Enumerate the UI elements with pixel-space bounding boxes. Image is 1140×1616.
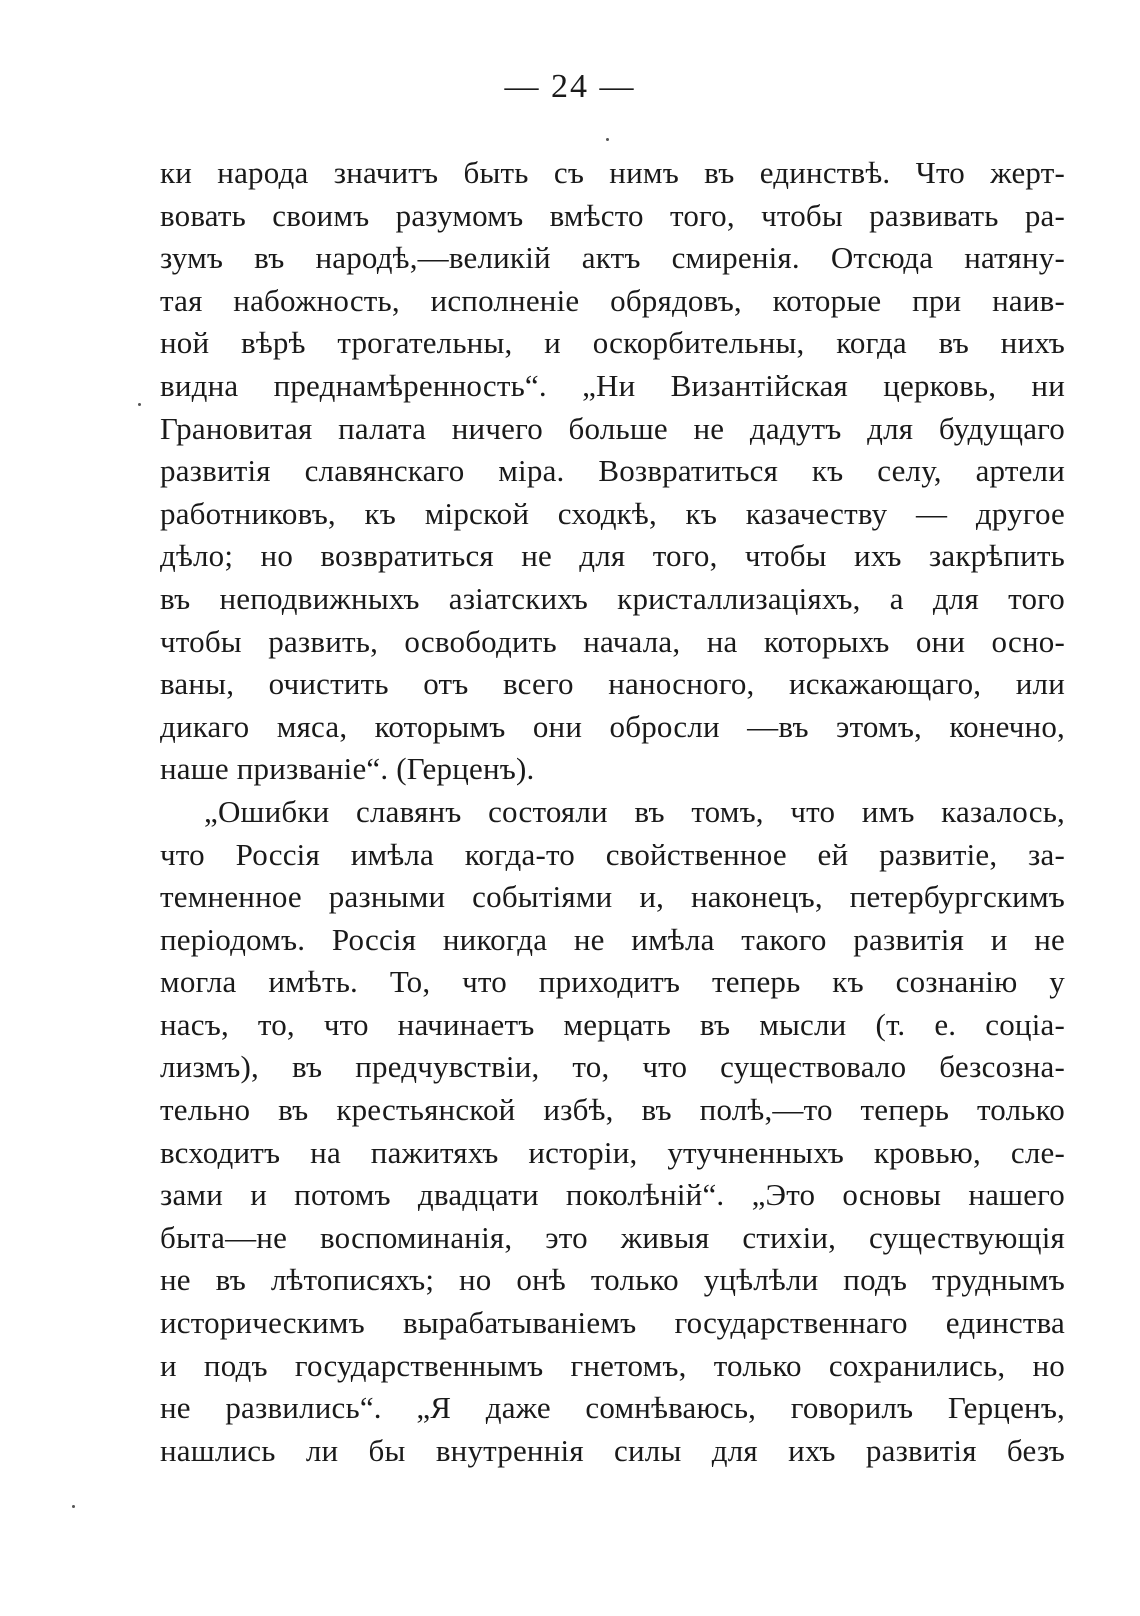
text-line: могла имѣть. То, что приходитъ теперь къ сознанію у [160, 964, 1065, 1000]
text-line: насъ, то, что начинаетъ мерцать въ мысли (т. е. соціа- [160, 1006, 1065, 1042]
text-line: наше призваніе“. (Герценъ). [160, 751, 535, 787]
page-number: — 24 — [504, 68, 636, 105]
text-line: вовать своимъ разумомъ вмѣсто того, чтобы развивать ра- [160, 197, 1065, 233]
text-line: не въ лѣтописяхъ; но онѣ только уцѣлѣли подъ труднымъ [160, 1262, 1065, 1298]
text-line: видна преднамѣренность“. „Ни Византійская церковь, ни [160, 367, 1065, 403]
speck [138, 403, 141, 406]
text-line: ки народа значитъ быть съ нимъ въ единствѣ. Что жерт- [160, 155, 1065, 190]
body-text [160, 152, 1065, 1472]
speck [72, 1505, 75, 1508]
text-line: періодомъ. Россія никогда не имѣла такого развитія и не [160, 921, 1065, 957]
text-line: ной вѣрѣ трогательны, и оскорбительны, когда въ нихъ [160, 325, 1065, 361]
text-line: „Ошибки славянъ состояли въ томъ, что имъ казалось, [204, 793, 1065, 829]
text-line: быта—не воспоминанія, это живыя стихіи, существующія [160, 1219, 1065, 1255]
text-line: Грановитая палата ничего больше не дадутъ для будущаго [160, 410, 1065, 446]
text-line: нашлись ли бы внутреннія силы для ихъ развитія безъ [160, 1432, 1065, 1468]
text-line: что Россія имѣла когда-то свойственное ей развитіе, за- [160, 836, 1065, 872]
text-line: работниковъ, къ мірской сходкѣ, къ казачеству — другое [160, 495, 1065, 531]
text-line: дѣло; но возвратиться не для того, чтобы ихъ закрѣпить [160, 538, 1065, 574]
text-line: не развились“. „Я даже сомнѣваюсь, говорилъ Герценъ, [160, 1390, 1065, 1426]
text-line: развитія славянскаго міра. Возвратиться къ селу, артели [160, 453, 1065, 489]
text-line: темненное разными событіями и, наконецъ, петербургскимъ [160, 879, 1065, 915]
text-line: лизмъ), въ предчувствіи, то, что существовало безсозна- [160, 1049, 1065, 1085]
text-line: чтобы развить, освободить начала, на которыхъ они осно- [160, 623, 1065, 659]
text-line: ваны, очистить отъ всего наносного, искажающаго, или [160, 666, 1065, 702]
paragraph-2 [160, 791, 1065, 1473]
text-line: тельно въ крестьянской избѣ, въ полѣ,—то теперь только [160, 1092, 1065, 1128]
paragraph-1 [160, 152, 1065, 791]
text-line: историческимъ вырабатываніемъ государственнаго единства [160, 1305, 1065, 1341]
text-line: дикаго мяса, которымъ они обросли —въ этомъ, конечно, [160, 708, 1065, 744]
text-line: тая набожность, исполненіе обрядовъ, которые при наив- [160, 282, 1065, 318]
speck [606, 138, 609, 141]
text-line: всходитъ на пажитяхъ исторіи, утучненныхъ кровью, сле- [160, 1134, 1065, 1170]
text-line: и подъ государственнымъ гнетомъ, только сохранились, но [160, 1347, 1065, 1383]
text-line: зумъ въ народѣ,—великій актъ смиренія. Отсюда натяну- [160, 240, 1065, 276]
text-line: зами и потомъ двадцати поколѣній“. „Это основы нашего [160, 1177, 1065, 1213]
text-line: въ неподвижныхъ азіатскихъ кристаллизаціяхъ, а для того [160, 580, 1065, 616]
